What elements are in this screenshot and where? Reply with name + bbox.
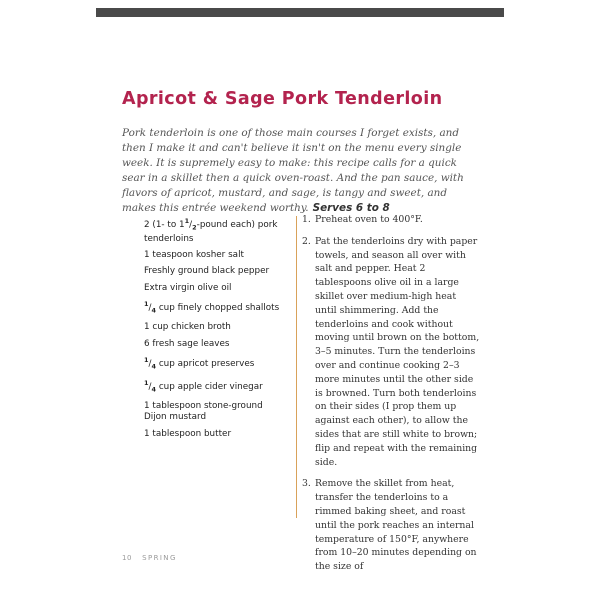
- instruction-step: [302, 235, 480, 470]
- instruction-step: [302, 213, 480, 227]
- recipe-title: Apricot & Sage Pork Tenderloin: [122, 89, 443, 109]
- ingredient-list: [144, 216, 286, 445]
- fraction-numerator: 1: [144, 356, 149, 365]
- ingredient-text: -pound each) pork tenderloins: [144, 219, 278, 244]
- ingredient-text: cup apple cider vinegar: [156, 382, 263, 393]
- ingredient-item: $^1/_4$ cup apple cider vinegar: [144, 379, 263, 394]
- fraction-numerator: 1: [144, 379, 149, 388]
- fraction-denominator: 2: [192, 223, 197, 232]
- fraction-numerator: 1: [144, 300, 149, 309]
- ingredient-item: 1 tablespoon stone-ground Dijon mustard: [144, 401, 263, 423]
- ingredient-item: Freshly ground black pepper: [144, 266, 270, 277]
- ingredient-text: cup apricot preserves: [156, 359, 255, 369]
- ingredient-item: 2 (1- to $1^1/_2$-pound each) pork tenderloins: [144, 217, 278, 244]
- page-top-bar: [96, 8, 504, 17]
- fraction-denominator: 4: [151, 306, 157, 315]
- page-footer: [122, 554, 177, 562]
- ingredient-item: $^1/_4$ cup apricot preserves: [144, 356, 255, 371]
- step-text: Remove the skillet from heat, transfer the tenderloins to a rimmed baking sheet, and roast until the pork reaches an internal temperature of 150°F, anywhere from 10–20 minutes depending on the size of: [315, 478, 477, 573]
- serves-label: Serves 6 to 8: [312, 202, 390, 214]
- ingredient-item: Extra virgin olive oil: [144, 282, 232, 293]
- step-number: 2.: [302, 235, 311, 247]
- ingredient-text: cup finely chopped shallots: [156, 303, 280, 314]
- step-text: Preheat oven to 400°F.: [315, 214, 423, 225]
- intro-text: Pork tenderloin is one of those main courses I forget exists, and then I make it and can't believe it isn't on the menu every single week. It is supremely easy to make: this recipe calls for a quick sear in a skillet then a quick oven-roast. And the pan sauce, with flavors of apricot, mustard, and sage, is tangy and sweet, and makes this entrée weekend worthy.: [122, 127, 464, 214]
- ingredient-item: 1 teaspoon kosher salt: [144, 250, 244, 261]
- ingredient-item: 6 fresh sage leaves: [144, 338, 230, 349]
- step-number: 1.: [302, 214, 311, 225]
- ingredient-item: 1 cup chicken broth: [144, 322, 231, 333]
- fraction-denominator: 4: [151, 385, 157, 394]
- ingredient-item: $^1/_4$ cup finely chopped shallots: [144, 300, 280, 315]
- ingredient-text: 2 (1- to 1: [144, 219, 185, 230]
- fraction-denominator: 4: [151, 362, 157, 371]
- column-divider: [296, 216, 297, 518]
- fraction-numerator: 1: [184, 217, 190, 225]
- instruction-step: [302, 477, 480, 574]
- instruction-list: [302, 213, 480, 582]
- step-number: 3.: [302, 478, 311, 490]
- ingredient-item: 1 tablespoon butter: [144, 428, 232, 439]
- recipe-intro: [122, 126, 482, 216]
- page-number: 10: [122, 554, 133, 562]
- section-name: SPRING: [142, 554, 177, 562]
- step-text: Pat the tenderloins dry with paper towels, and season all over with salt and pepper. Heat 2 tablespoons olive oil in a large skillet over medium-high heat until shimmering. Add the tenderloins and cook without moving until brown on the bottom, 3–5 minutes. Turn the tenderloins over and continue cooking 2–3 more minutes until the other side is browned. Turn both tenderloins on their sides (I prop them up against each other), to allow the sides that are still white to brown; flip and repeat with the remaining side.: [315, 235, 480, 468]
